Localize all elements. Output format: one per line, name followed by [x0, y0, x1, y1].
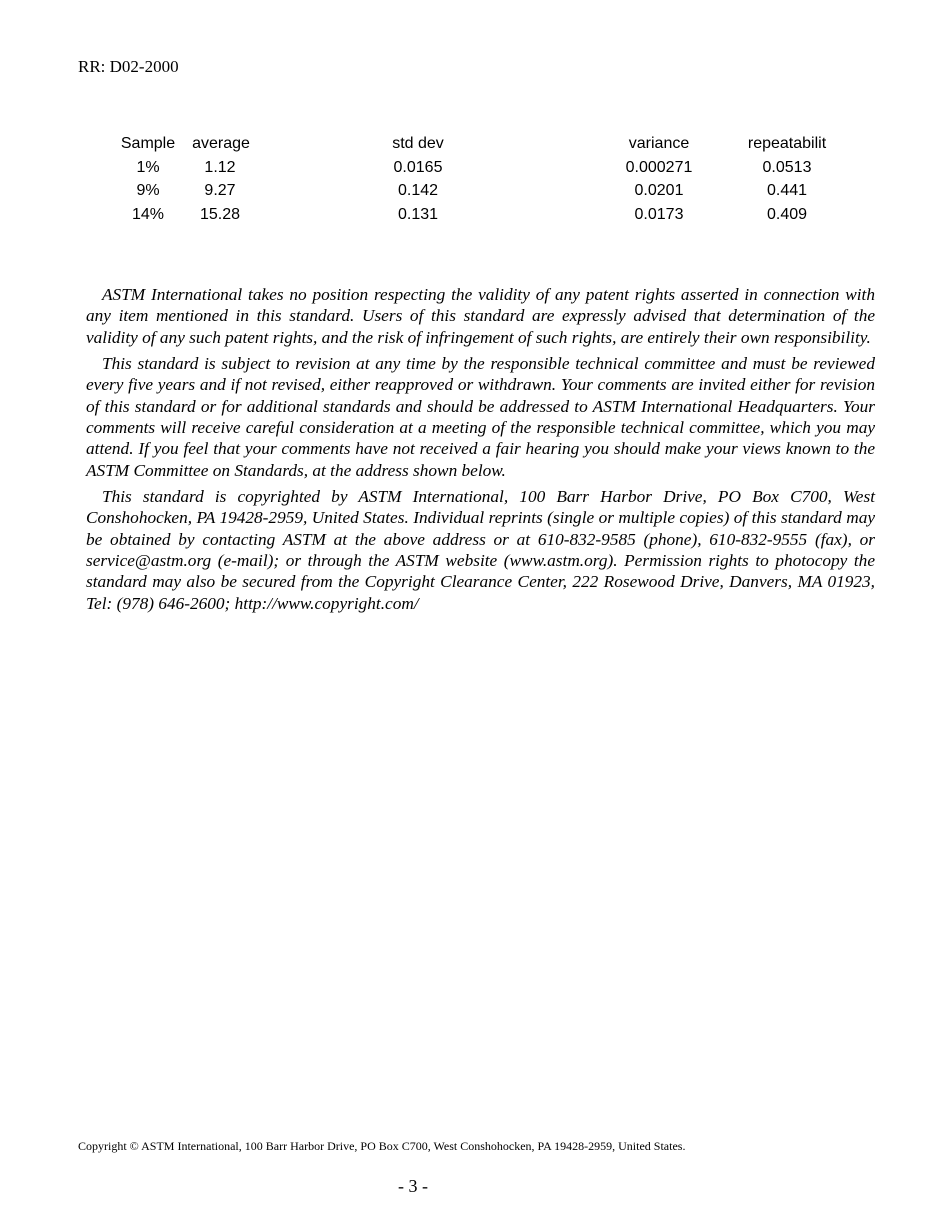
cell-average: 15.28: [199, 205, 241, 223]
column-header-average: average: [192, 135, 250, 152]
cell-variance: 0.0201: [634, 182, 684, 199]
page-number: - 3 -: [398, 1176, 428, 1196]
cell-std-dev: 0.142: [397, 182, 439, 199]
column-header-repeatability: repeatabilit: [747, 135, 827, 152]
cell-variance: 0.000271: [625, 158, 693, 176]
table-header-row: [0, 133, 950, 157]
column-header-sample: Sample: [120, 135, 176, 152]
cell-variance: 0.0173: [634, 205, 684, 223]
patent-notice-paragraph: ASTM International takes no position respecting the validity of any patent rights asserted in connection with any item mentioned in this standard. Users of this standard are expressly advised that determination of the validity of any such patent rights, and the risk of infringement of such rights, are entirely their own responsibility.: [86, 285, 875, 347]
copyright-notice-paragraph: This standard is copyrighted by ASTM International, 100 Barr Harbor Drive, PO Box C700, West Conshohocken, PA 19428-2959, United States. Individual reprints (single or multiple copies) of this standard may be obtained by contacting ASTM at the above address or at 610-832-9585 (phone), 610-832-9555 (fax), or service@astm.org (e-mail); or through the ASTM website (www.astm.org). Permission rights to photocopy the standard may also be secured from the Copyright Clearance Center, 222 Rosewood Drive, Danvers, MA 01923, Tel: (978) 646-2600; http://www.copyright.com/: [86, 486, 875, 613]
column-header-variance: variance: [628, 135, 690, 152]
cell-sample: 14%: [131, 205, 165, 223]
cell-std-dev: 0.0165: [393, 158, 443, 176]
table-row: [0, 180, 950, 204]
cell-repeatability: 0.409: [766, 205, 808, 223]
revision-notice-paragraph: This standard is subject to revision at any time by the responsible technical committee and must be reviewed every five years and if not revised, either reapproved or withdrawn. Your comments are invited either for revision of this standard or for additional standards and should be addressed to ASTM International Headquarters. Your comments will receive careful consideration at a meeting of the responsible technical committee, which you may attend. If you feel that your comments have not received a fair hearing you should make your views known to the ASTM Committee on Standards, at the address shown below.: [86, 353, 875, 480]
statistics-table: [0, 133, 950, 227]
cell-average: 1.12: [204, 158, 236, 176]
astm-legal-notice: [86, 284, 875, 619]
cell-repeatability: 0.0513: [762, 158, 812, 176]
cell-std-dev: 0.131: [397, 205, 439, 223]
table-row: [0, 204, 950, 228]
column-header-std-dev: std dev: [392, 135, 444, 152]
cell-repeatability: 0.441: [766, 182, 808, 199]
footer-copyright: Copyright © ASTM International, 100 Barr Harbor Drive, PO Box C700, West Conshohocken, PA 19428-2959, United States.: [78, 1139, 686, 1153]
cell-sample: 1%: [136, 158, 160, 176]
table-row: [0, 157, 950, 181]
document-id-header: RR: D02-2000: [78, 57, 179, 76]
cell-sample: 9%: [136, 182, 160, 199]
cell-average: 9.27: [204, 182, 236, 199]
